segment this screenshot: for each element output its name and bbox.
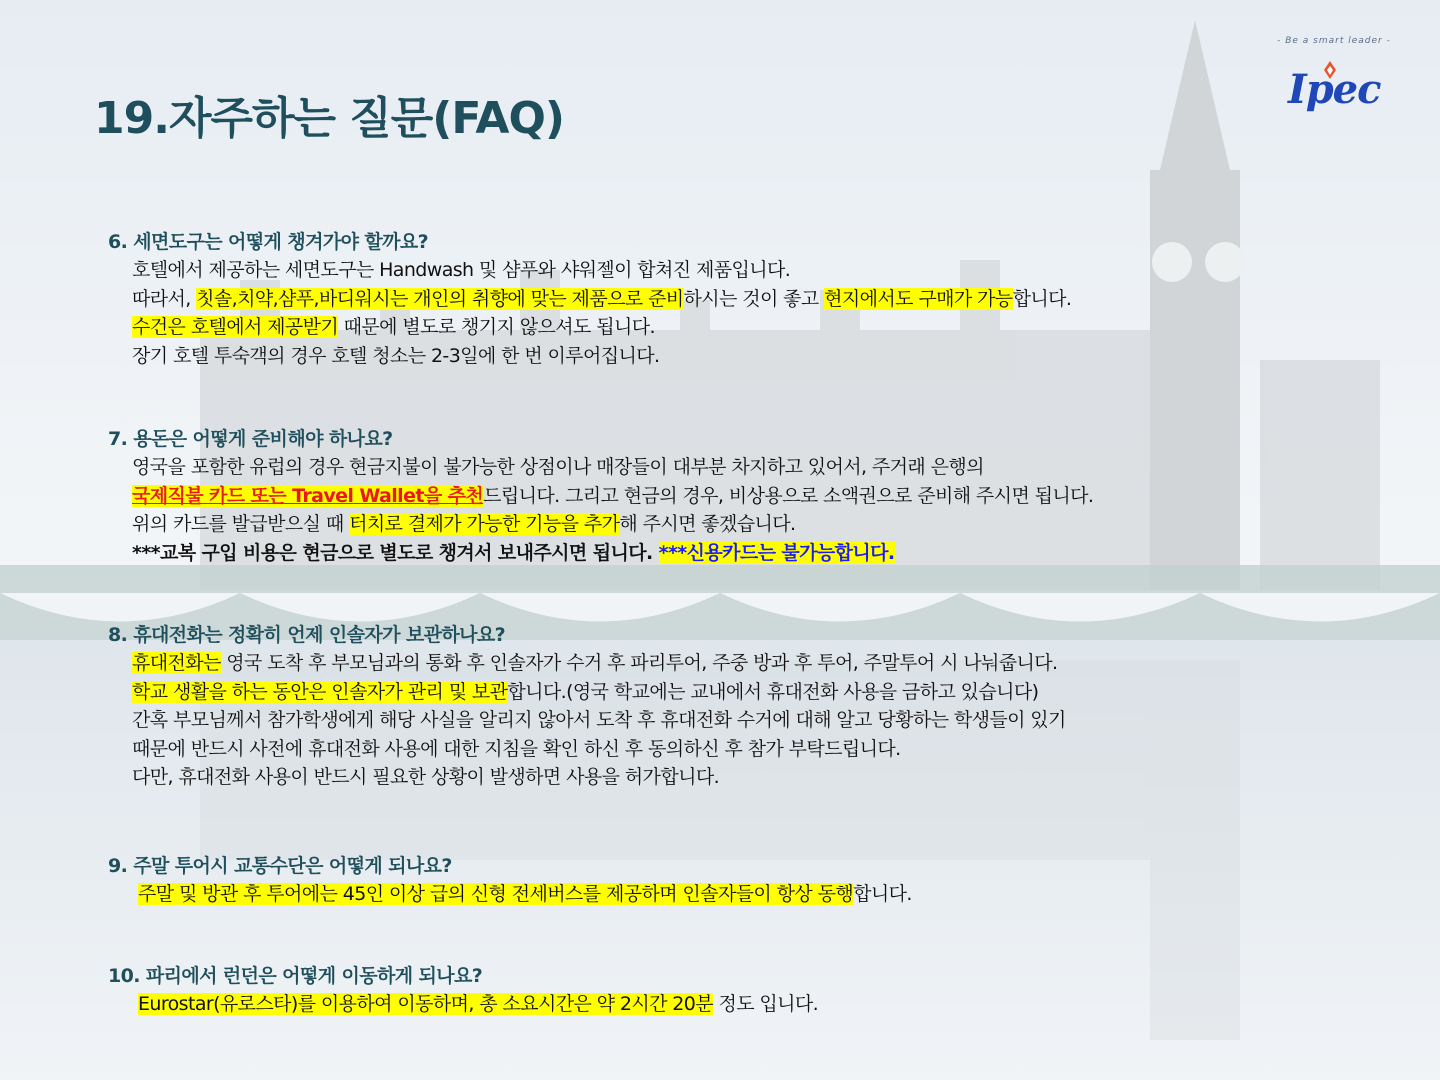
faq-answer-line: 장기 호텔 투숙객의 경우 호텔 청소는 2-3일에 한 번 이루어집니다. xyxy=(132,344,660,367)
faq-question: 10. 파리에서 런던은 어떻게 이동하게 되나요? xyxy=(108,965,483,987)
faq-answer-line: 수건은 호텔에서 제공받기 때문에 별도로 챙기지 않으셔도 됩니다. xyxy=(132,316,655,338)
faq-answer-line: 따라서, 칫솔,치약,샴푸,바디워시는 개인의 취향에 맞는 제품으로 준비하시는 것이 좋고 현지에서도 구매가 가능합니다. xyxy=(132,287,1072,310)
faq-question: 9. 주말 투어시 교통수단은 어떻게 되나요? xyxy=(108,855,452,877)
faq-answer-line: 간혹 부모님께서 참가학생에게 해당 사실을 알리지 않아서 도착 후 휴대전화 수거에 대해 알고 당황하는 학생들이 있기 xyxy=(132,709,1066,731)
faq-item-9 xyxy=(108,852,912,909)
faq-item-6 xyxy=(108,228,1071,370)
faq-answer-line: 호텔에서 제공하는 세면도구는 Handwash 및 샴푸와 샤워젤이 합쳐진 제품입니다. xyxy=(132,259,791,281)
page-title: 19.자주하는 질문(FAQ) xyxy=(94,93,564,144)
faq-answer-line: 영국을 포함한 유럽의 경우 현금지불이 불가능한 상점이나 매장들이 대부분 차지하고 있어서, 주거래 은행의 xyxy=(132,456,984,478)
faq-answer-line: ***교복 구입 비용은 현금으로 별도로 챙겨서 보내주시면 됩니다. ***신용카드는 불가능합니다. xyxy=(132,541,895,564)
faq-answer-line: 때문에 반드시 사전에 휴대전화 사용에 대한 지침을 확인 하신 후 동의하신 후 참가 부탁드립니다. xyxy=(132,737,901,760)
faq-question: 6. 세면도구는 어떻게 챙겨가야 할까요? xyxy=(108,231,429,253)
faq-item-8 xyxy=(108,621,1066,792)
logo-name: Ipec xyxy=(1288,66,1381,113)
faq-question: 8. 휴대전화는 정확히 언제 인솔자가 보관하나요? xyxy=(108,624,506,646)
faq-answer-line: 다만, 휴대전화 사용이 반드시 필요한 상황이 발생하면 사용을 허가합니다. xyxy=(132,766,720,788)
faq-answer-line: 휴대전화는 영국 도착 후 부모님과의 통화 후 인솔자가 수거 후 파리투어, 주중 방과 후 투어, 주말투어 시 나눠줍니다. xyxy=(132,652,1058,674)
logo-tagline: - Be a smart leader - xyxy=(1277,36,1391,46)
ipec-logo xyxy=(1272,36,1396,126)
faq-item-7 xyxy=(108,425,1093,567)
faq-answer-line: 학교 생활을 하는 동안은 인솔자가 관리 및 보관합니다.(영국 학교에는 교내에서 휴대전화 사용을 금하고 있습니다) xyxy=(132,680,1039,703)
faq-item-10 xyxy=(108,962,818,1019)
faq-answer-line: 주말 및 방관 후 투어에는 45인 이상 급의 신형 전세버스를 제공하며 인솔자들이 항상 동행합니다. xyxy=(138,883,912,905)
faq-answer-line: Eurostar(유로스타)를 이용하여 이동하며, 총 소요시간은 약 2시간 20분 정도 입니다. xyxy=(138,993,819,1015)
faq-answer-line: 국제직불 카드 또는 Travel Wallet을 추천드립니다. 그리고 현금의 경우, 비상용으로 소액권으로 준비해 주시면 됩니다. xyxy=(132,484,1094,507)
faq-answer-line: 위의 카드를 발급받으실 때 터치로 결제가 가능한 기능을 추가해 주시면 좋겠습니다. xyxy=(132,513,796,535)
faq-question: 7. 용돈은 어떻게 준비해야 하나요? xyxy=(108,428,393,450)
